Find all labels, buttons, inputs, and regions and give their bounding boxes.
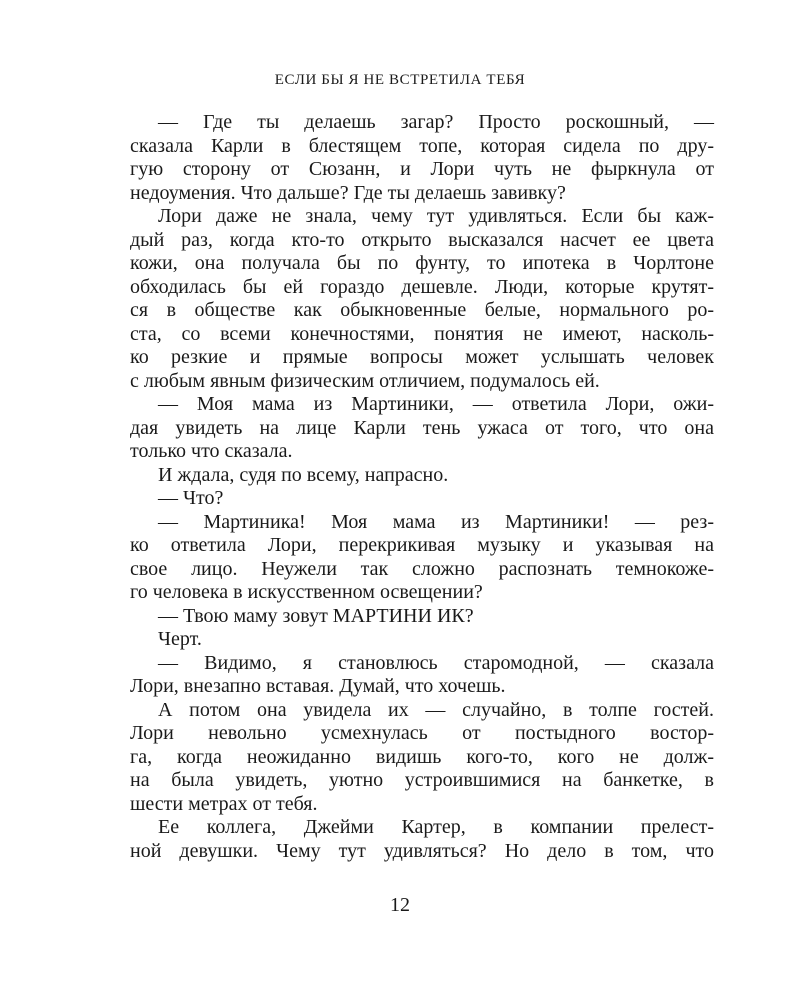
text-line: ной девушки. Чему тут удивляться? Но дело в том, что — [130, 839, 714, 862]
body-text — [130, 111, 714, 863]
text-line: Черт. — [158, 628, 202, 650]
text-line: Лори, внезапно вставая. Думай, что хочешь. — [130, 675, 506, 697]
text-line: Ее коллега, Джейми Картер, в компании прелест- — [158, 816, 714, 838]
text-line: дая увидеть на лице Карли тень ужаса от того, что она — [130, 416, 714, 439]
text-line: ся в обществе как обыкновенные белые, нормального ро- — [130, 299, 714, 321]
text-line: ко резкие и прямые вопросы может услышать человек — [130, 346, 714, 368]
text-line: — Мартиника! Моя мама из Мартиники! — рез- — [158, 510, 714, 533]
text-line: шести метрах от тебя. — [130, 792, 318, 815]
text-line: свое лицо. Неужели так сложно распознать темнокоже- — [130, 557, 714, 580]
running-head: ЕСЛИ БЫ Я НЕ ВСТРЕТИЛА ТЕБЯ — [274, 72, 526, 88]
text-line: — Видимо, я становлюсь старомодной, — сказала — [158, 651, 714, 674]
text-line: кожи, она получала бы по фунту, то ипотека в Чорлтоне — [130, 252, 714, 274]
text-line: А потом она увидела их — случайно, в толпе гостей. — [158, 698, 714, 721]
text-line: гую сторону от Сюзанн, и Лори чуть не фыркнула от — [130, 158, 714, 180]
page-number: 12 — [390, 894, 410, 916]
text-line: недоумения. Что дальше? Где ты делаешь завивку? — [130, 181, 566, 204]
text-line: обходилась бы ей гораздо дешевле. Люди, которые крутят- — [130, 275, 714, 298]
text-line: — Где ты делаешь загар? Просто роскошный, — — [158, 111, 714, 133]
text-line: — Что? — [158, 487, 224, 509]
text-line: сказала Карли в блестящем топе, которая сидела по дру- — [130, 134, 714, 157]
text-line: на была увидеть, уютно устроившимися на банкетке, в — [130, 769, 714, 791]
text-line: — Моя мама из Мартиники, — ответила Лори, ожи- — [158, 393, 714, 415]
text-line: Лори даже не знала, чему тут удивляться. Если бы каж- — [158, 205, 714, 227]
text-line: ста, со всеми конечностями, понятия не имеют, насколь- — [130, 322, 714, 345]
text-line: ко ответила Лори, перекрикивая музыку и указывая на — [130, 534, 714, 556]
text-line: И ждала, судя по всему, напрасно. — [158, 463, 449, 486]
text-line: го человека в искусственном освещении? — [130, 581, 483, 603]
text-line: — Твою маму зовут МАРТИНИ ИК? — [158, 604, 474, 627]
text-line: Лори невольно усмехнулась от постыдного востор- — [130, 722, 714, 744]
text-line: дый раз, когда кто-то открыто высказался насчет ее цвета — [130, 228, 714, 251]
text-line: только что сказала. — [130, 440, 293, 462]
text-line: с любым явным физическим отличием, подумалось ей. — [130, 369, 600, 392]
text-line: га, когда неожиданно видишь кого-то, кого не долж- — [130, 745, 714, 768]
